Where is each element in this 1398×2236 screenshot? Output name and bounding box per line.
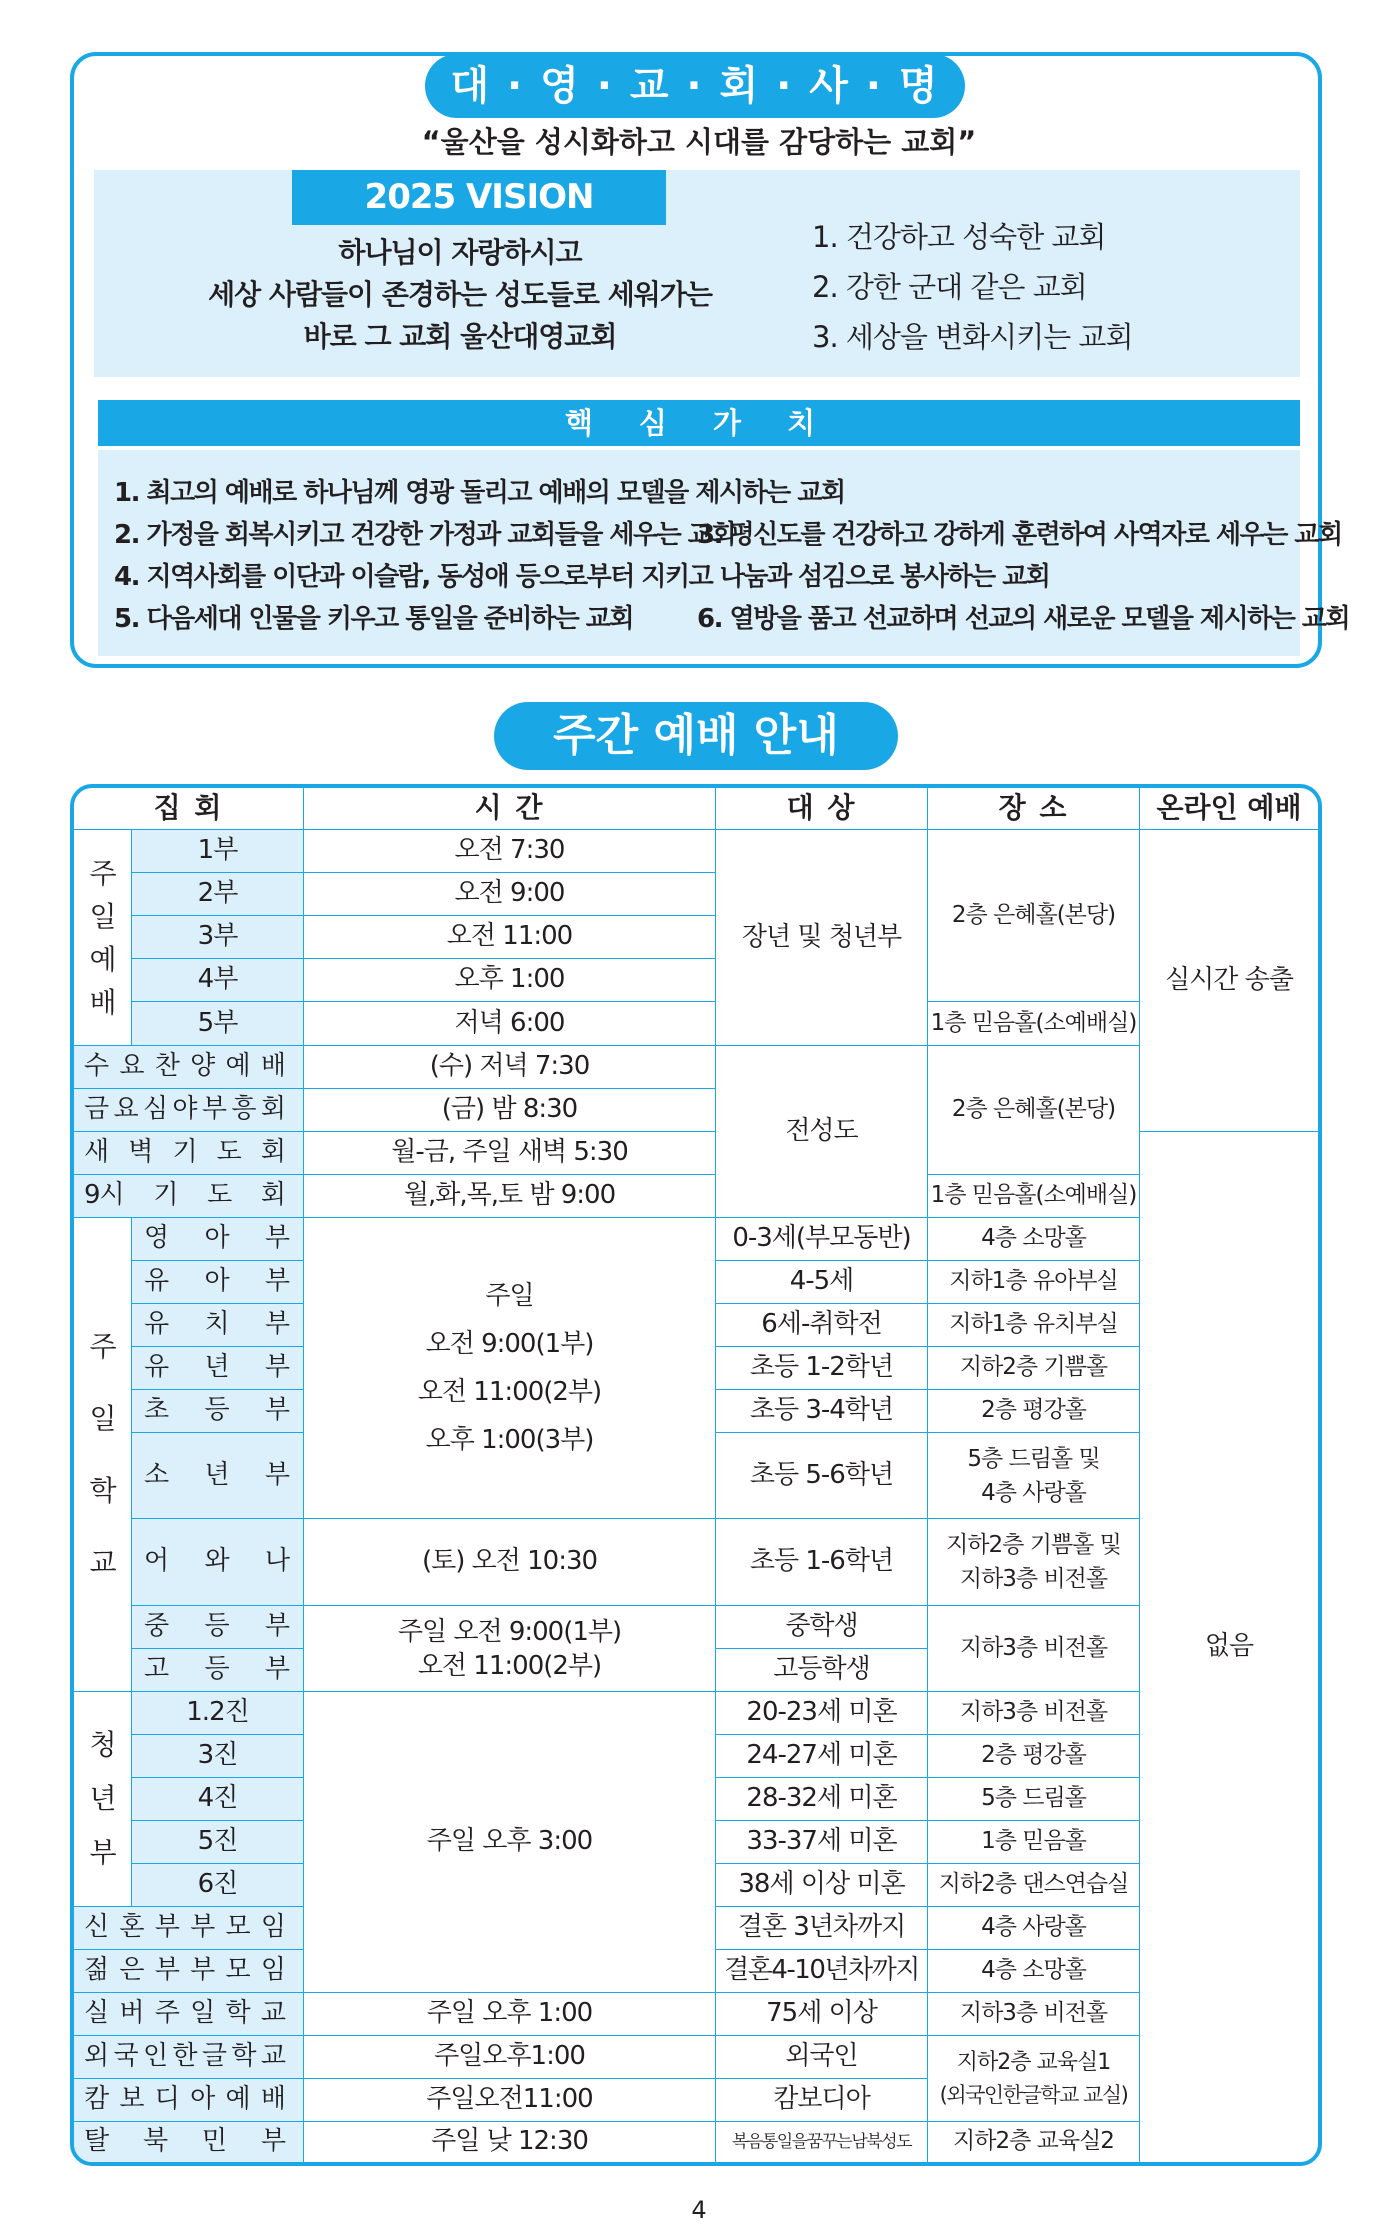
group-target: 38세 이상 미혼 <box>716 1864 928 1907</box>
silver-school: 실 버 주 일 학 교 <box>74 1993 304 2036</box>
department-name: 유 년 부 <box>132 1347 304 1390</box>
core-value: 3. 평신도를 건강하고 강하게 훈련하여 사역자로 세우는 교회 <box>697 520 1342 550</box>
vision-badge: 2025 VISION <box>292 170 666 225</box>
dawn-prayer: 새 벽 기 도 회 <box>74 1132 304 1175</box>
department-target: 4-5세 <box>716 1261 928 1304</box>
young-adults-label: 청 년 부 <box>74 1692 132 1907</box>
friday-revival: 금 요 심 야 부 흥 회 <box>74 1089 304 1132</box>
others-place: 지하2층 교육실2 <box>928 2122 1140 2162</box>
youth-target: 중학생 <box>716 1606 928 1649</box>
department-name: 초 등 부 <box>132 1390 304 1433</box>
department-name: 유 치 부 <box>132 1304 304 1347</box>
group-target: 20-23세 미혼 <box>716 1692 928 1735</box>
youth-target: 고등학생 <box>716 1649 928 1692</box>
department-target: 초등 5-6학년 <box>716 1433 928 1519</box>
department-place: 지하1층 유치부실 <box>928 1304 1140 1347</box>
service-time: 오전 9:00 <box>304 873 716 916</box>
department-place: 2층 평강홀 <box>928 1390 1140 1433</box>
header-meeting: 집 회 <box>74 788 304 830</box>
group-name: 6진 <box>132 1864 304 1907</box>
group-target: 28-32세 미혼 <box>716 1778 928 1821</box>
group-place: 2층 평강홀 <box>928 1735 1140 1778</box>
online-live: 실시간 송출 <box>1140 830 1318 1132</box>
service-time: 저녁 6:00 <box>304 1002 716 1046</box>
header-time: 시 간 <box>304 788 716 830</box>
core-value: 2. 가정을 회복시키고 건강한 가정과 교회들을 세우는 교회 <box>114 520 735 550</box>
foreigner-korean-school: 외 국 인 한 글 학 교 <box>74 2036 304 2079</box>
youth-time: 주일 오전 9:00(1부) 오전 11:00(2부) <box>304 1606 716 1692</box>
wednesday-worship: 수 요 찬 양 예 배 <box>74 1046 304 1089</box>
sunday-school-time: 주일 오전 9:00(1부) 오전 11:00(2부) 오후 1:00(3부) <box>304 1218 716 1519</box>
department-place: 지하1층 유아부실 <box>928 1261 1140 1304</box>
weekday-place-small: 1층 믿음홀(소예배실) <box>928 1175 1140 1218</box>
department-target: 초등 1-2학년 <box>716 1347 928 1390</box>
header-target: 대 상 <box>716 788 928 830</box>
vision-line: 바로 그 교회 울산대영교회 <box>303 320 617 353</box>
others-time: 주일오전11:00 <box>304 2079 716 2122</box>
goal-item: 3. 세상을 변화시키는 교회 <box>812 320 1133 354</box>
weekday-time: 월-금, 주일 새벽 5:30 <box>304 1132 716 1175</box>
worship-title: 주간 예배 안내 <box>494 702 898 770</box>
youth-place: 지하3층 비전홀 <box>928 1606 1140 1692</box>
mission-title: 대 · 영 · 교 · 회 · 사 · 명 <box>425 54 965 118</box>
department-target: 초등 3-4학년 <box>716 1390 928 1433</box>
group-place: 지하3층 비전홀 <box>928 1692 1140 1735</box>
young-adults-time: 주일 오후 3:00 <box>304 1692 716 1993</box>
group-name: 4진 <box>132 1778 304 1821</box>
header-online: 온라인 예배 <box>1140 788 1318 830</box>
middle-school-name: 중 등 부 <box>132 1606 304 1649</box>
young-couples: 젊 은 부 부 모 임 <box>74 1950 304 1993</box>
department-target: 0-3세(부모동반) <box>716 1218 928 1261</box>
newlywed-couples: 신 혼 부 부 모 임 <box>74 1907 304 1950</box>
sunday-worship-target: 장년 및 청년부 <box>716 830 928 1046</box>
cambodia-worship: 캄 보 디 아 예 배 <box>74 2079 304 2122</box>
core-value: 6. 열방을 품고 선교하며 선교의 새로운 모델을 제시하는 교회 <box>697 604 1350 634</box>
group-place: 1층 믿음홀 <box>928 1821 1140 1864</box>
service-name: 4부 <box>132 959 304 1002</box>
others-time: 주일 오후 1:00 <box>304 1993 716 2036</box>
service-name: 5부 <box>132 1002 304 1046</box>
group-place: 지하2층 댄스연습실 <box>928 1864 1140 1907</box>
awana-place: 지하2층 기쁨홀 및 지하3층 비전홀 <box>928 1519 1140 1606</box>
department-place: 5층 드림홀 및 4층 사랑홀 <box>928 1433 1140 1519</box>
core-values-header: 핵 심 가 치 <box>98 400 1300 446</box>
service-name: 2부 <box>132 873 304 916</box>
group-place: 5층 드림홀 <box>928 1778 1140 1821</box>
department-name: 영 아 부 <box>132 1218 304 1261</box>
foreign-shared-place: 지하2층 교육실1 (외국인한글학교 교실) <box>928 2036 1140 2122</box>
department-name: 소 년 부 <box>132 1433 304 1519</box>
group-name: 5진 <box>132 1821 304 1864</box>
core-value: 5. 다음세대 인물을 키우고 통일을 준비하는 교회 <box>114 604 633 634</box>
online-none: 없음 <box>1204 1631 1254 1662</box>
vision-goals <box>812 212 1132 362</box>
core-value: 1. 최고의 예배로 하나님께 영광 돌리고 예배의 모델을 제시하는 교회 <box>114 478 845 508</box>
core-value: 4. 지역사회를 이단과 이슬람, 동성애 등으로부터 지키고 나눔과 섬김으로 봉사하는 교회 <box>114 562 1050 592</box>
others-target: 복음통일을꿈꾸는남북성도 <box>716 2122 928 2162</box>
vision-line: 세상 사람들이 존경하는 성도들로 세워가는 <box>208 278 712 311</box>
couples-target: 결혼 3년차까지 <box>716 1907 928 1950</box>
goal-item: 1. 건강하고 성숙한 교회 <box>812 220 1106 254</box>
couples-target: 결혼4-10년차까지 <box>716 1950 928 1993</box>
high-school-name: 고 등 부 <box>132 1649 304 1692</box>
sunday-worship-label: 주 일 예 배 <box>74 830 132 1046</box>
service-name: 1부 <box>132 830 304 873</box>
others-place: 지하3층 비전홀 <box>928 1993 1140 2036</box>
vision-line: 하나님이 자랑하시고 <box>338 236 582 269</box>
service-name: 3부 <box>132 916 304 959</box>
awana-target: 초등 1-6학년 <box>716 1519 928 1606</box>
weekday-time: (수) 저녁 7:30 <box>304 1046 716 1089</box>
department-place: 지하2층 기쁨홀 <box>928 1347 1140 1390</box>
others-target: 75세 이상 <box>716 1993 928 2036</box>
couples-place: 4층 사랑홀 <box>928 1907 1140 1950</box>
others-target: 캄보디아 <box>716 2079 928 2122</box>
couples-place: 4층 소망홀 <box>928 1950 1140 1993</box>
weekday-time: (금) 밤 8:30 <box>304 1089 716 1132</box>
awana-name: 어 와 나 <box>132 1519 304 1606</box>
goal-item: 2. 강한 군대 같은 교회 <box>812 270 1087 304</box>
header-place: 장 소 <box>928 788 1140 830</box>
group-name: 3진 <box>132 1735 304 1778</box>
evening-worship-place: 1층 믿음홀(소예배실) <box>928 1002 1140 1046</box>
group-name: 1.2진 <box>132 1692 304 1735</box>
group-target: 33-37세 미혼 <box>716 1821 928 1864</box>
sunday-school-label: 주 일 학 교 <box>74 1218 132 1692</box>
weekday-target: 전성도 <box>716 1046 928 1218</box>
mission-slogan: “울산을 성시화하고 시대를 감당하는 교회” <box>421 125 977 159</box>
service-time: 오전 7:30 <box>304 830 716 873</box>
page-number: 4 <box>691 2196 707 2224</box>
group-target: 24-27세 미혼 <box>716 1735 928 1778</box>
service-time: 오후 1:00 <box>304 959 716 1002</box>
others-target: 외국인 <box>716 2036 928 2079</box>
vision-statement <box>180 232 740 358</box>
department-place: 4층 소망홀 <box>928 1218 1140 1261</box>
north-korean-defectors: 탈 북 민 부 <box>74 2122 304 2162</box>
nine-oclock-prayer: 9시 기 도 회 <box>74 1175 304 1218</box>
service-time: 오전 11:00 <box>304 916 716 959</box>
awana-time: (토) 오전 10:30 <box>304 1519 716 1606</box>
department-name: 유 아 부 <box>132 1261 304 1304</box>
others-time: 주일 낮 12:30 <box>304 2122 716 2162</box>
department-target: 6세-취학전 <box>716 1304 928 1347</box>
weekday-time: 월,화,목,토 밤 9:00 <box>304 1175 716 1218</box>
others-time: 주일오후1:00 <box>304 2036 716 2079</box>
sunday-worship-place: 2층 은혜홀(본당) <box>928 830 1140 1002</box>
weekday-place-main: 2층 은혜홀(본당) <box>928 1046 1140 1175</box>
